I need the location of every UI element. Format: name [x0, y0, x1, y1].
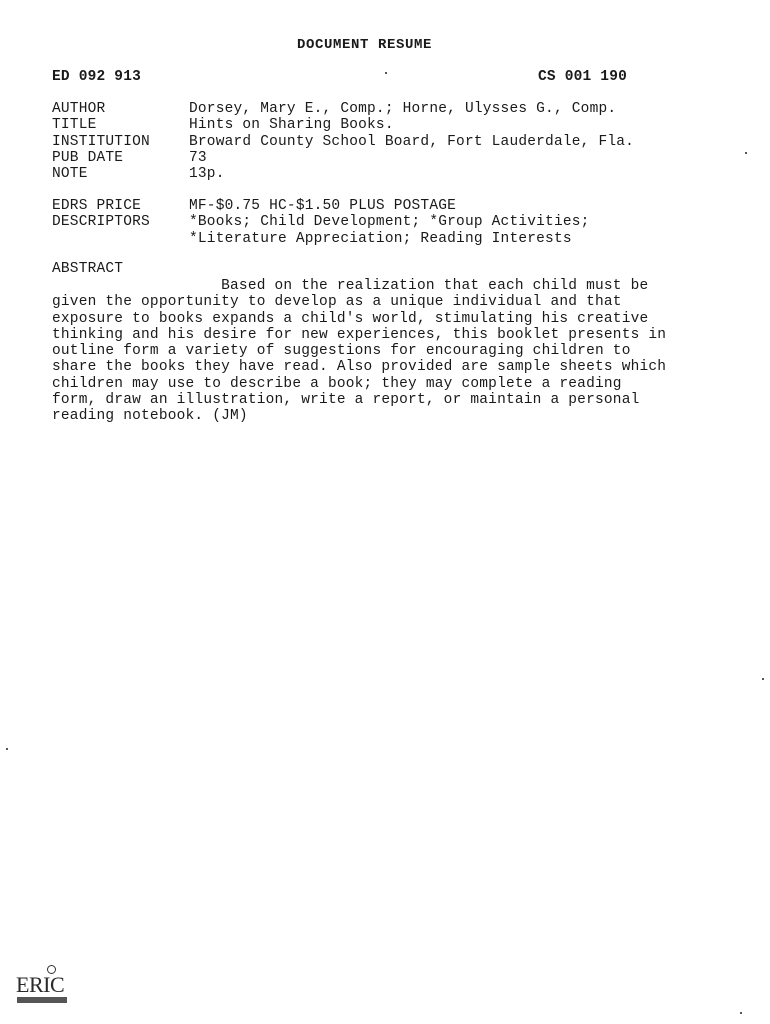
field-label: EDRS PRICE	[52, 198, 142, 214]
abstract-line: share the books they have read. Also provided are sample sheets which	[52, 359, 667, 376]
eric-logo	[16, 964, 70, 1004]
eric-logo-bar	[17, 997, 67, 1003]
ed-number: ED 092 913	[52, 69, 142, 85]
scan-speck	[6, 748, 8, 750]
field-value: Hints on Sharing Books.	[189, 117, 394, 133]
field-label: DESCRIPTORS	[52, 214, 150, 230]
abstract-line: outline form a variety of suggestions for encouraging children to	[52, 343, 631, 360]
field-value: *Books; Child Development; *Group Activities;	[189, 214, 590, 230]
field-value: 13p.	[189, 166, 225, 182]
scan-speck	[762, 678, 764, 680]
field-value: Dorsey, Mary E., Comp.; Horne, Ulysses G., Comp.	[189, 101, 617, 117]
scan-speck	[745, 152, 747, 154]
document-title: DOCUMENT RESUME	[297, 37, 433, 53]
field-label: PUB DATE	[52, 150, 124, 166]
abstract-line: given the opportunity to develop as a unique individual and that	[52, 294, 622, 311]
scan-speck	[740, 1012, 742, 1014]
field-value: Broward County School Board, Fort Lauderdale, Fla.	[189, 134, 635, 150]
abstract-line: exposure to books expands a child's world, stimulating his creative	[52, 310, 649, 327]
field-value: MF-$0.75 HC-$1.50 PLUS POSTAGE	[189, 198, 457, 214]
field-label: NOTE	[52, 166, 88, 182]
abstract-line: thinking and his desire for new experiences, this booklet presents in	[52, 326, 667, 343]
abstract-line: form, draw an illustration, write a report, or maintain a personal	[52, 392, 640, 409]
abstract-line: children may use to describe a book; they may complete a reading	[52, 375, 622, 392]
cs-number: CS 001 190	[538, 69, 628, 85]
abstract-line: Based on the realization that each child must be	[52, 278, 649, 294]
field-label: AUTHOR	[52, 101, 106, 117]
field-label: INSTITUTION	[52, 134, 150, 150]
abstract-body	[52, 278, 712, 425]
eric-logo-text: ERIC	[16, 972, 65, 997]
field-value-continued: *Literature Appreciation; Reading Interests	[189, 231, 572, 247]
field-value: 73	[189, 150, 207, 166]
abstract-label: ABSTRACT	[52, 261, 124, 277]
scan-speck	[385, 72, 387, 74]
abstract-line: reading notebook. (JM)	[52, 408, 248, 425]
field-label: TITLE	[52, 117, 97, 133]
